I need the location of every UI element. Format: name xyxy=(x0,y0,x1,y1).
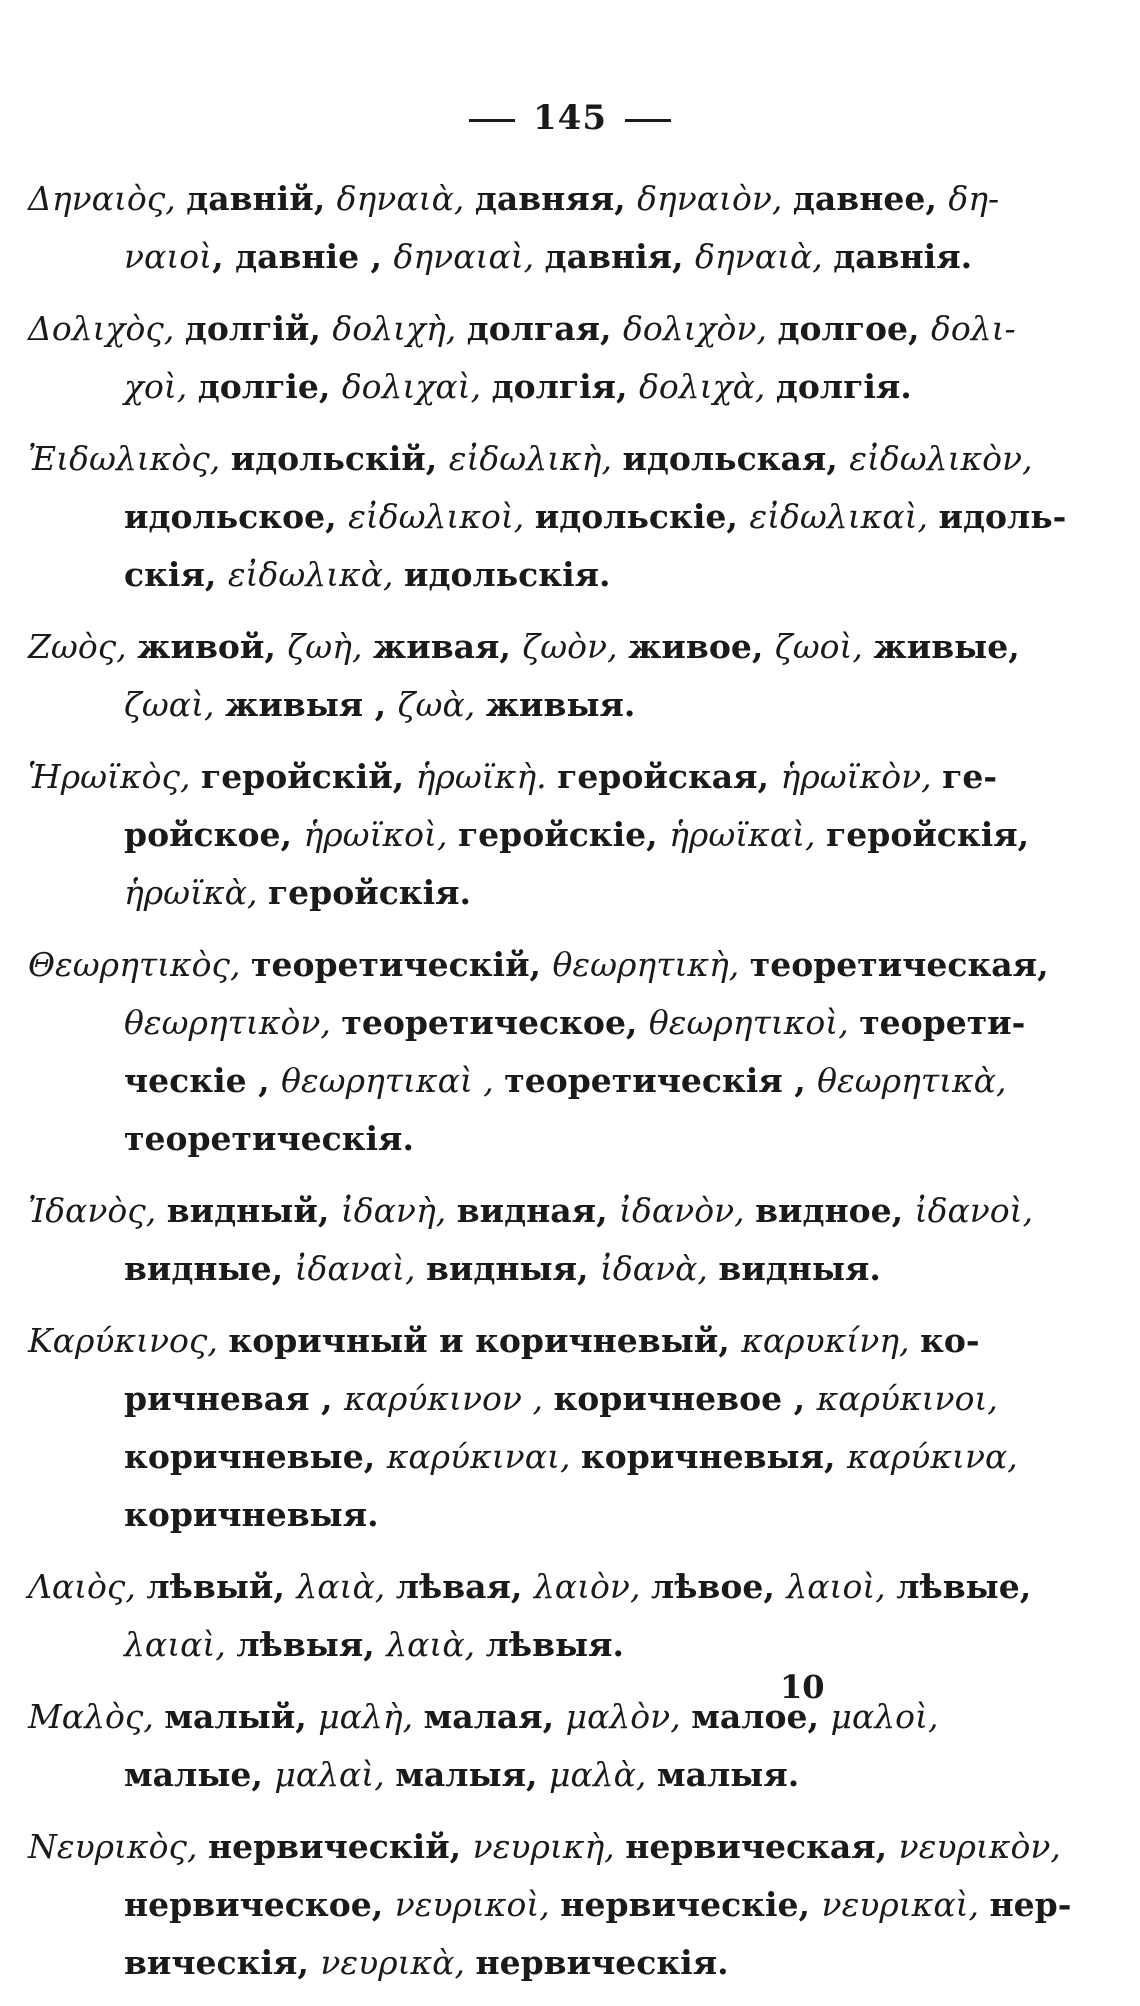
greek-word: ζωὰ, xyxy=(397,685,486,724)
greek-word: εἰδωλικοὶ, xyxy=(348,497,535,536)
entry-line xyxy=(28,806,1030,864)
greek-word: δη- xyxy=(948,179,1000,218)
entry-line xyxy=(28,1876,1072,1934)
russian-text: скія, xyxy=(124,555,228,594)
russian-text: видные, xyxy=(124,1249,295,1288)
greek-word: Δολιχὸς, xyxy=(28,309,185,348)
russian-text: идоль- xyxy=(938,497,1067,536)
greek-word: θεωρητικὰ, xyxy=(817,1061,1007,1100)
russian-text: малыя. xyxy=(656,1755,800,1794)
greek-word: λαιοὶ, xyxy=(786,1567,897,1606)
russian-text: геройскія. xyxy=(267,873,472,912)
russian-text: ричневая , xyxy=(124,1379,345,1418)
russian-text: долгая, xyxy=(466,309,623,348)
greek-word: καρύκινοι, xyxy=(816,1379,998,1418)
greek-word: νευρικαὶ, xyxy=(821,1885,990,1924)
russian-text: идольская, xyxy=(622,439,850,478)
greek-word: θεωρητικὴ, xyxy=(552,945,750,984)
greek-word: ἡρωϊκοὶ, xyxy=(303,815,458,854)
greek-word: καρύκινα, xyxy=(846,1437,1018,1476)
russian-text: долгія. xyxy=(775,367,912,406)
russian-text: коричневыя. xyxy=(124,1495,379,1534)
greek-word: ἡρωϊκαὶ, xyxy=(669,815,827,854)
greek-word: δολιχὸν, xyxy=(622,309,778,348)
entry-line xyxy=(28,1370,1000,1428)
russian-text: живые, xyxy=(873,627,1020,666)
greek-word: δολιχὴ, xyxy=(332,309,467,348)
greek-word: δηναιαὶ, xyxy=(393,237,545,276)
greek-word: ἡρωϊκὸν, xyxy=(780,757,943,796)
russian-text: нервическая, xyxy=(625,1827,899,1866)
russian-text: живая, xyxy=(372,627,523,666)
greek-word: Θεωρητικὸς, xyxy=(28,945,252,984)
russian-text: теоретическое, xyxy=(341,1003,649,1042)
greek-word: καρύκινον , xyxy=(344,1379,554,1418)
greek-word: εἰδωλικὴ, xyxy=(448,439,623,478)
greek-word: μαλὸν, xyxy=(565,1697,692,1736)
greek-word: δολι- xyxy=(930,309,1016,348)
greek-word: λαιὰ, xyxy=(386,1625,486,1664)
dictionary-entry xyxy=(28,618,1020,734)
russian-text: идольскій, xyxy=(230,439,449,478)
entry-line xyxy=(28,1616,1000,1674)
russian-text: идольскія. xyxy=(404,555,611,594)
russian-text: нервическіе, xyxy=(560,1885,822,1924)
greek-word: δολιχὰ, xyxy=(639,367,776,406)
russian-text: живыя , xyxy=(225,685,398,724)
russian-text: живыя. xyxy=(485,685,636,724)
dictionary-entry xyxy=(28,936,1049,1168)
russian-text: давняя, xyxy=(474,179,638,218)
greek-word: χοὶ, xyxy=(124,367,198,406)
greek-word: Ζωὸς, xyxy=(28,627,138,666)
greek-word: ἡρωϊκὰ, xyxy=(124,873,268,912)
russian-text: малая, xyxy=(423,1697,566,1736)
russian-text: ройское, xyxy=(124,815,304,854)
russian-text: видный, xyxy=(166,1191,341,1230)
russian-text: ческіе , xyxy=(124,1061,282,1100)
dictionary-entry xyxy=(28,1818,1072,1992)
greek-word: ζωὸν, xyxy=(522,627,629,666)
russian-text: давнія. xyxy=(833,237,973,276)
greek-word: λαιὰ, xyxy=(296,1567,396,1606)
greek-word: δολιχαὶ, xyxy=(341,367,492,406)
entry-line xyxy=(28,1428,1018,1486)
greek-word: ἰδανοὶ, xyxy=(914,1191,1034,1230)
russian-text: долгія, xyxy=(491,367,639,406)
dictionary-entry xyxy=(28,748,1030,922)
greek-word: θεωρητικαὶ , xyxy=(281,1061,505,1100)
russian-text: давнія, xyxy=(544,237,696,276)
russian-text: идольскіе, xyxy=(534,497,750,536)
russian-text: малое, xyxy=(691,1697,831,1736)
entry-line xyxy=(28,1110,1000,1168)
russian-text: видныя. xyxy=(718,1249,881,1288)
russian-text: теорети- xyxy=(859,1003,1026,1042)
russian-text: лѣвое, xyxy=(650,1567,787,1606)
greek-word: Λαιὸς, xyxy=(28,1567,147,1606)
greek-word: ἰδανὰ, xyxy=(599,1249,719,1288)
russian-text: ко- xyxy=(920,1321,980,1360)
russian-text: малый, xyxy=(164,1697,319,1736)
entry-line xyxy=(28,228,1000,286)
entry-line xyxy=(28,618,1020,676)
right-dash xyxy=(625,119,671,122)
greek-word: νευρικὰ, xyxy=(320,1943,476,1982)
greek-word: Ἐιδωλικὸς, xyxy=(28,439,231,478)
russian-text: геройскія, xyxy=(826,815,1030,854)
russian-text: коричневыя, xyxy=(580,1437,847,1476)
greek-word: Καρύκινος, xyxy=(28,1321,229,1360)
greek-word: θεωρητικοὶ, xyxy=(648,1003,860,1042)
greek-word: θεωρητικὸν, xyxy=(124,1003,342,1042)
entry-line xyxy=(28,170,1000,228)
page-header xyxy=(0,98,1140,138)
greek-word: δηναιὰ, xyxy=(336,179,475,218)
russian-text: нервическій, xyxy=(207,1827,473,1866)
greek-word: ναιοὶ xyxy=(124,237,213,276)
russian-text: коричневые, xyxy=(124,1437,387,1476)
dictionary-entry xyxy=(28,430,1067,604)
russian-text: давнее, xyxy=(792,179,949,218)
greek-word: ἰδανὸν, xyxy=(619,1191,756,1230)
entry-line xyxy=(28,1486,1000,1544)
russian-text: живой, xyxy=(137,627,288,666)
dictionary-entries xyxy=(28,170,1072,2006)
greek-word: νευρικὸν, xyxy=(898,1827,1061,1866)
entry-line xyxy=(28,1182,1034,1240)
russian-text: коричный и коричневый, xyxy=(228,1321,742,1360)
russian-text: нервическое, xyxy=(124,1885,395,1924)
signature-mark: 10 xyxy=(780,1668,825,1706)
russian-text: геройскіе, xyxy=(457,815,670,854)
russian-text: теоретическія. xyxy=(124,1119,414,1158)
entry-line xyxy=(28,1688,1000,1746)
dictionary-entry xyxy=(28,300,1016,416)
greek-word: καρύκιναι, xyxy=(386,1437,581,1476)
greek-word: Δηναιὸς, xyxy=(28,179,187,218)
greek-word: δηναιὰ, xyxy=(695,237,834,276)
greek-word: νευρικὴ, xyxy=(472,1827,626,1866)
greek-word: δηναιὸν, xyxy=(637,179,793,218)
greek-word: εἰδωλικὰ, xyxy=(227,555,405,594)
greek-word: νευρικοὶ, xyxy=(394,1885,561,1924)
greek-word: Ἡρωϊκὸς, xyxy=(28,757,201,796)
entry-line xyxy=(28,488,1067,546)
entry-line xyxy=(28,300,1016,358)
russian-text: , давніе , xyxy=(212,237,394,276)
greek-word: Μαλὸς, xyxy=(28,1697,165,1736)
russian-text: лѣвые, xyxy=(896,1567,1032,1606)
greek-word: εἰδωλικὸν, xyxy=(849,439,1033,478)
russian-text: геройская, xyxy=(557,757,781,796)
russian-text: лѣвыя, xyxy=(236,1625,387,1664)
greek-word: Νευρικὸς, xyxy=(28,1827,208,1866)
russian-text: нер- xyxy=(989,1885,1072,1924)
entry-line xyxy=(28,994,1026,1052)
russian-text: геройскій, xyxy=(200,757,416,796)
entry-line xyxy=(28,864,1000,922)
entry-line xyxy=(28,1746,1000,1804)
russian-text: видныя, xyxy=(425,1249,600,1288)
russian-text: лѣвыя. xyxy=(485,1625,624,1664)
entry-line xyxy=(28,1240,1000,1298)
russian-text: лѣвая, xyxy=(395,1567,534,1606)
greek-word: ζωὴ, xyxy=(287,627,373,666)
russian-text: малые, xyxy=(124,1755,275,1794)
dictionary-entry xyxy=(28,1688,1000,1804)
greek-word: λαιαὶ, xyxy=(124,1625,237,1664)
entry-line xyxy=(28,1558,1032,1616)
russian-text: идольское, xyxy=(124,497,349,536)
russian-text: живое, xyxy=(628,627,775,666)
russian-text: коричневое , xyxy=(553,1379,817,1418)
greek-word: Ἰδανὸς, xyxy=(28,1191,167,1230)
entry-line xyxy=(28,748,1000,806)
greek-word: λαιὸν, xyxy=(533,1567,651,1606)
russian-text: давній, xyxy=(186,179,337,218)
russian-text: нервическія. xyxy=(475,1943,729,1982)
russian-text: теоретическія , xyxy=(504,1061,818,1100)
greek-word: εἰδωλικαὶ, xyxy=(749,497,939,536)
russian-text: лѣвый, xyxy=(146,1567,297,1606)
page-number: 145 xyxy=(533,98,607,138)
greek-word: μαλαὶ, xyxy=(274,1755,396,1794)
greek-word: μαλοὶ, xyxy=(830,1697,939,1736)
greek-word: ζωοὶ, xyxy=(774,627,874,666)
russian-text: долгій, xyxy=(184,309,333,348)
greek-word: μαλὴ, xyxy=(318,1697,424,1736)
russian-text: ге- xyxy=(942,757,998,796)
russian-text: теоретическій, xyxy=(251,945,553,984)
entry-line xyxy=(28,676,1000,734)
russian-text: вическія, xyxy=(124,1943,321,1982)
entry-line xyxy=(28,358,1000,416)
entry-line xyxy=(28,1052,1007,1110)
greek-word: ἡρωϊκὴ. xyxy=(415,757,558,796)
russian-text: долгое, xyxy=(777,309,931,348)
greek-word: ἰδανὴ, xyxy=(340,1191,457,1230)
greek-word: μαλὰ, xyxy=(549,1755,657,1794)
dictionary-entry xyxy=(28,1558,1032,1674)
dictionary-entry xyxy=(28,170,1000,286)
russian-text: видная, xyxy=(456,1191,620,1230)
dictionary-entry xyxy=(28,1182,1034,1298)
russian-text: малыя, xyxy=(395,1755,549,1794)
russian-text: теоретическая, xyxy=(749,945,1049,984)
russian-text: видное, xyxy=(755,1191,915,1230)
greek-word: καρυκίνη, xyxy=(741,1321,921,1360)
entry-line xyxy=(28,936,1049,994)
greek-word: ἰδαναὶ, xyxy=(294,1249,426,1288)
entry-line xyxy=(28,546,1000,604)
greek-word: ζωαὶ, xyxy=(124,685,225,724)
left-dash xyxy=(469,119,515,122)
entry-line xyxy=(28,1312,1000,1370)
russian-text: долгіе, xyxy=(197,367,342,406)
entry-line xyxy=(28,1934,1000,1992)
entry-line xyxy=(28,430,1033,488)
dictionary-entry xyxy=(28,1312,1018,1544)
entry-line xyxy=(28,1818,1061,1876)
